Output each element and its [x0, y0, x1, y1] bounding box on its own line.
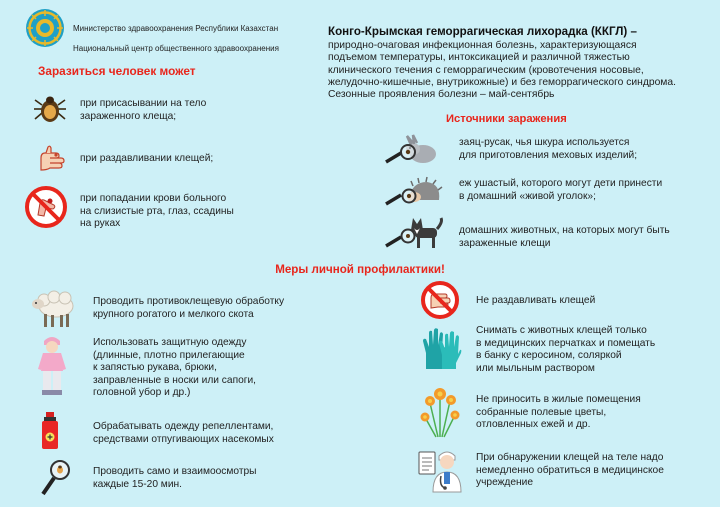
flowers-icon	[418, 387, 462, 439]
prevention-left-4: Проводить само и взаимоосмотры каждые 15-20 мин.	[93, 466, 257, 490]
protective-clothing-icon	[36, 335, 68, 397]
infection-item-2: при раздавливании клещей;	[80, 153, 214, 164]
dog-magnifier-icon	[383, 214, 445, 250]
disease-title: Конго-Крымская геморрагическая лихорадка (ККГЛ)	[328, 25, 628, 38]
infection-item-1: при присасывании на тело зараженного клеща;	[80, 98, 207, 122]
prevention-right-4: При обнаружении клещей на теле надо немедленно обратиться в медицинское учреждение	[476, 452, 664, 488]
doctor-icon	[417, 446, 463, 494]
center-name: Национальный центр общественного здравоохранения	[73, 44, 279, 53]
source-item-2: еж ушастый, которого могут дети принести в домашний «живой уголок»;	[459, 178, 663, 202]
prevention-left-1: Проводить противоклещевую обработку крупного рогатого и мелкого скота	[93, 296, 285, 320]
medical-gloves-icon	[420, 327, 462, 371]
prevention-heading: Меры личной профилактики!	[275, 263, 445, 276]
sources-heading: Источники заражения	[446, 113, 567, 125]
org-name	[73, 14, 323, 64]
prevention-right-3: Не приносить в жилые помещения собранные полевые цветы, отловленных ежей и др.	[476, 394, 641, 430]
no-crushing-icon	[420, 280, 460, 320]
infection-heading: Заразиться человек может	[38, 64, 196, 78]
title-dash: –	[627, 25, 637, 38]
hand-crushing-icon	[36, 144, 66, 174]
prevention-right-2: Снимать с животных клещей только в медицинских перчатках и помещать в банку с керосином, соляркой или мыльным раствором	[476, 325, 656, 374]
no-blood-contact-icon	[24, 185, 68, 229]
ministry-name: Министерство здравоохранения Республики Казахстан	[73, 24, 279, 33]
source-item-1: заяц-русак, чья шкура используется для приготовления меховых изделий;	[459, 137, 638, 161]
hedgehog-magnifier-icon	[383, 176, 445, 208]
disease-description: природно-очаговая инфекционная болезнь, характеризующаяся подъемом температуры, интоксикацией и различной тяжестью клинического течения с геморрагическим (кровотечения носовые, желудочно-кишечные, внутрикожные) и без геморрагического синдрома. Сезонные проявления болезни – май-сентябрь	[328, 40, 676, 101]
prevention-left-2: Использовать защитную одежду (длинные, плотно прилегающие к запястью рукава, брюки, заправленные в носки или сапоги, головной убор и др.)	[93, 337, 256, 398]
intro-block	[328, 22, 718, 101]
prevention-right-1: Не раздавливать клещей	[476, 295, 596, 306]
repellent-spray-icon	[40, 412, 60, 450]
sheep-icon	[30, 288, 78, 328]
prevention-left-3: Обрабатывать одежду репеллентами, средствами отпугивающих насекомых	[93, 421, 274, 445]
hare-magnifier-icon	[383, 134, 445, 166]
tick-icon	[33, 94, 67, 124]
source-item-3: домашних животных, на которых могут быть зараженные клещи	[459, 225, 670, 249]
magnifier-tick-icon	[40, 458, 70, 496]
kazakhstan-emblem-icon	[25, 8, 65, 48]
infection-item-3: при попадании крови больного на слизистые рта, глаз, ссадины на руках	[80, 193, 234, 229]
